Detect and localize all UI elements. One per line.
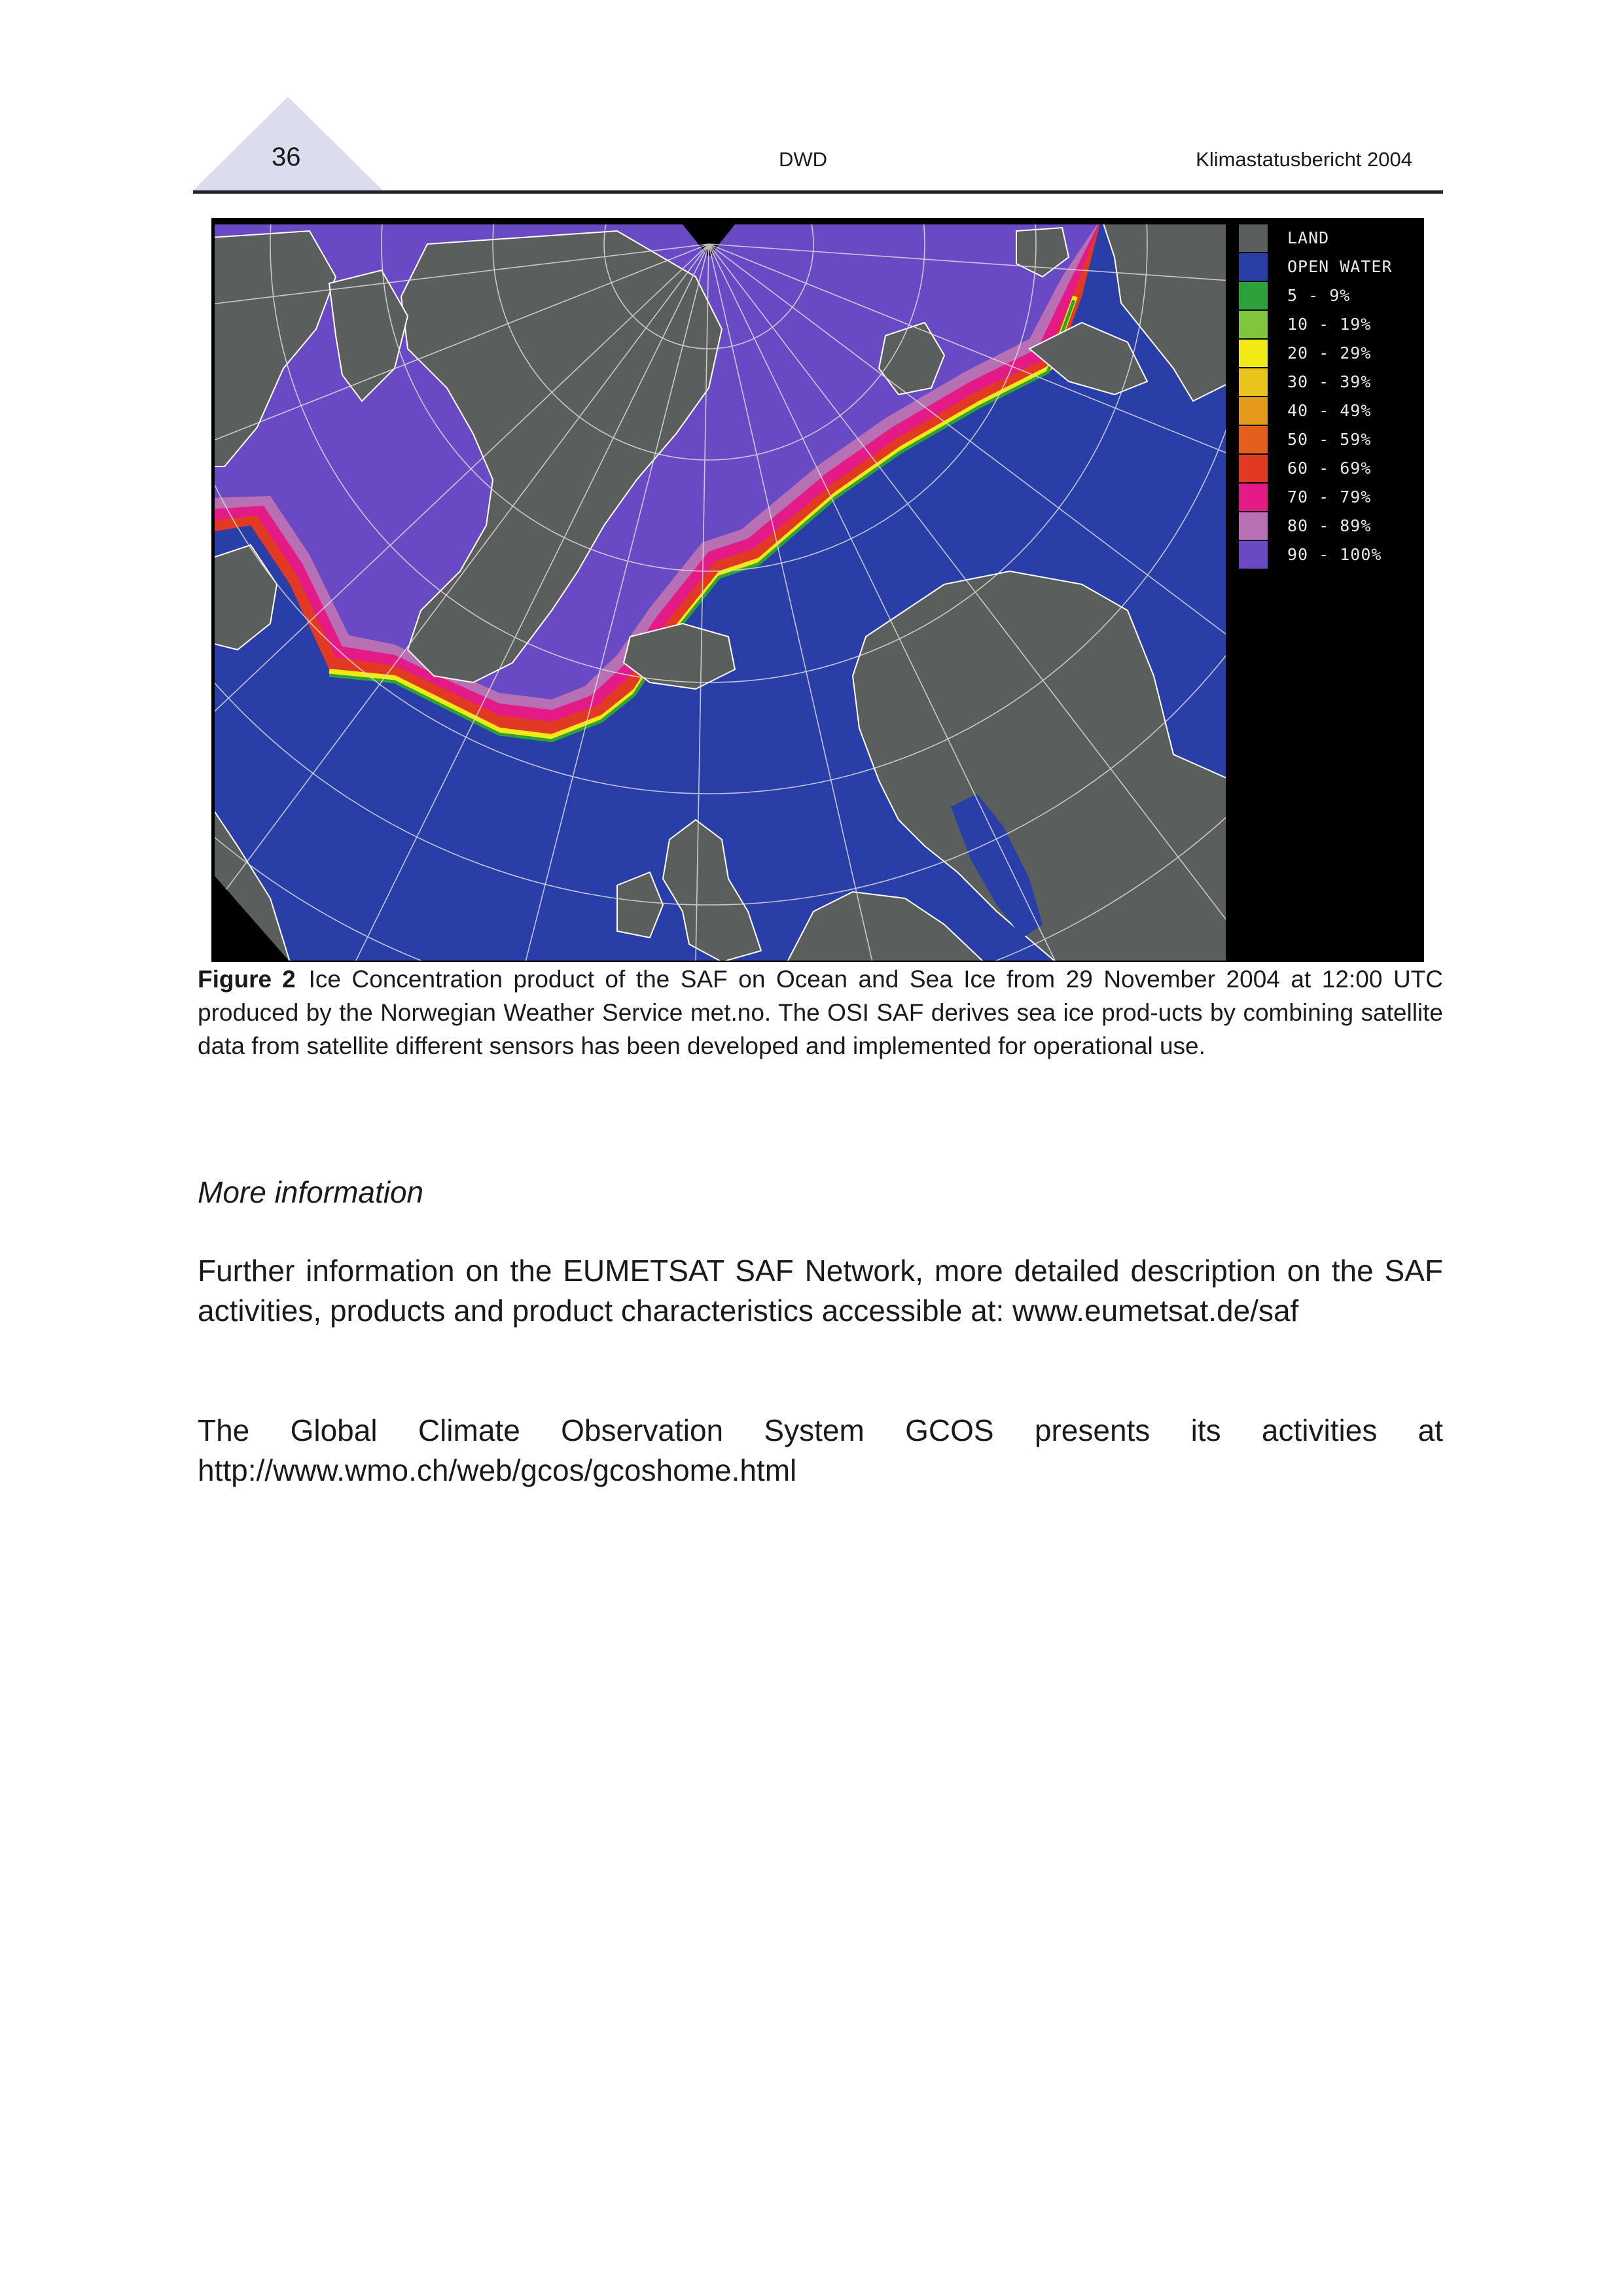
legend-item — [1239, 253, 1424, 282]
legend-label: 70 - 79% — [1287, 487, 1372, 506]
legend-swatch — [1239, 224, 1268, 252]
legend-swatch — [1239, 484, 1268, 511]
paragraph-gcos: The Global Climate Observation System GCOS presents its activities at http://www.wmo.ch/web/gcos/gcoshome.html — [198, 1413, 1443, 1487]
figure-caption-text: Ice Concentration product of the SAF on Ocean and Sea Ice from 29 November 2004 at 12:00 UTC produced by the Norwegian Weather Service met.no. The OSI SAF derives sea ice prod-ucts by combining satellite data from satellite different sensors has been developed and implemented for operational use. — [198, 966, 1443, 1059]
legend-item — [1239, 541, 1424, 570]
ice-concentration-map — [211, 218, 1424, 962]
page-number: 36 — [272, 143, 301, 171]
legend-swatch — [1239, 282, 1268, 309]
legend-item — [1239, 224, 1424, 253]
header-rule — [193, 190, 1443, 194]
legend-item — [1239, 282, 1424, 311]
legend-swatch — [1239, 541, 1268, 569]
legend-swatch — [1239, 397, 1268, 425]
legend-item — [1239, 397, 1424, 426]
map-image — [211, 218, 1232, 962]
legend-item — [1239, 484, 1424, 512]
legend-label: LAND — [1287, 228, 1330, 247]
legend-swatch — [1239, 455, 1268, 482]
legend-swatch — [1239, 368, 1268, 396]
legend-swatch — [1239, 340, 1268, 367]
legend-label: OPEN WATER — [1287, 257, 1393, 276]
section-heading: More information — [198, 1175, 424, 1209]
legend-label: 5 - 9% — [1287, 286, 1351, 305]
legend-item — [1239, 455, 1424, 484]
header-report-title: Klimastatusbericht 2004 — [1196, 148, 1412, 171]
legend-swatch — [1239, 512, 1268, 540]
legend-swatch — [1239, 426, 1268, 453]
legend-item — [1239, 340, 1424, 368]
legend-label: 40 - 49% — [1287, 401, 1372, 420]
legend-item — [1239, 512, 1424, 541]
figure-number: 2 — [282, 966, 296, 993]
legend-label: 60 - 69% — [1287, 459, 1372, 478]
legend-label: 80 - 89% — [1287, 516, 1372, 535]
legend-label: 10 - 19% — [1287, 315, 1372, 334]
legend-swatch — [1239, 253, 1268, 281]
header-publisher: DWD — [779, 148, 828, 171]
legend-item — [1239, 426, 1424, 455]
legend-label: 30 - 39% — [1287, 372, 1372, 391]
figure-label: Figure — [198, 966, 272, 993]
page-corner-triangle — [0, 0, 393, 196]
legend-label: 20 - 29% — [1287, 344, 1372, 362]
legend-swatch — [1239, 311, 1268, 338]
paragraph-eumetsat: Further information on the EUMETSAT SAF Network, more detailed description on the SAF activities, products and product characteristics accessible at: www.eumetsat.de/saf — [198, 1254, 1443, 1328]
legend-label: 90 - 100% — [1287, 545, 1382, 564]
legend-item — [1239, 368, 1424, 397]
legend-label: 50 - 59% — [1287, 430, 1372, 449]
legend-item — [1239, 311, 1424, 340]
figure-caption — [198, 963, 1443, 1063]
